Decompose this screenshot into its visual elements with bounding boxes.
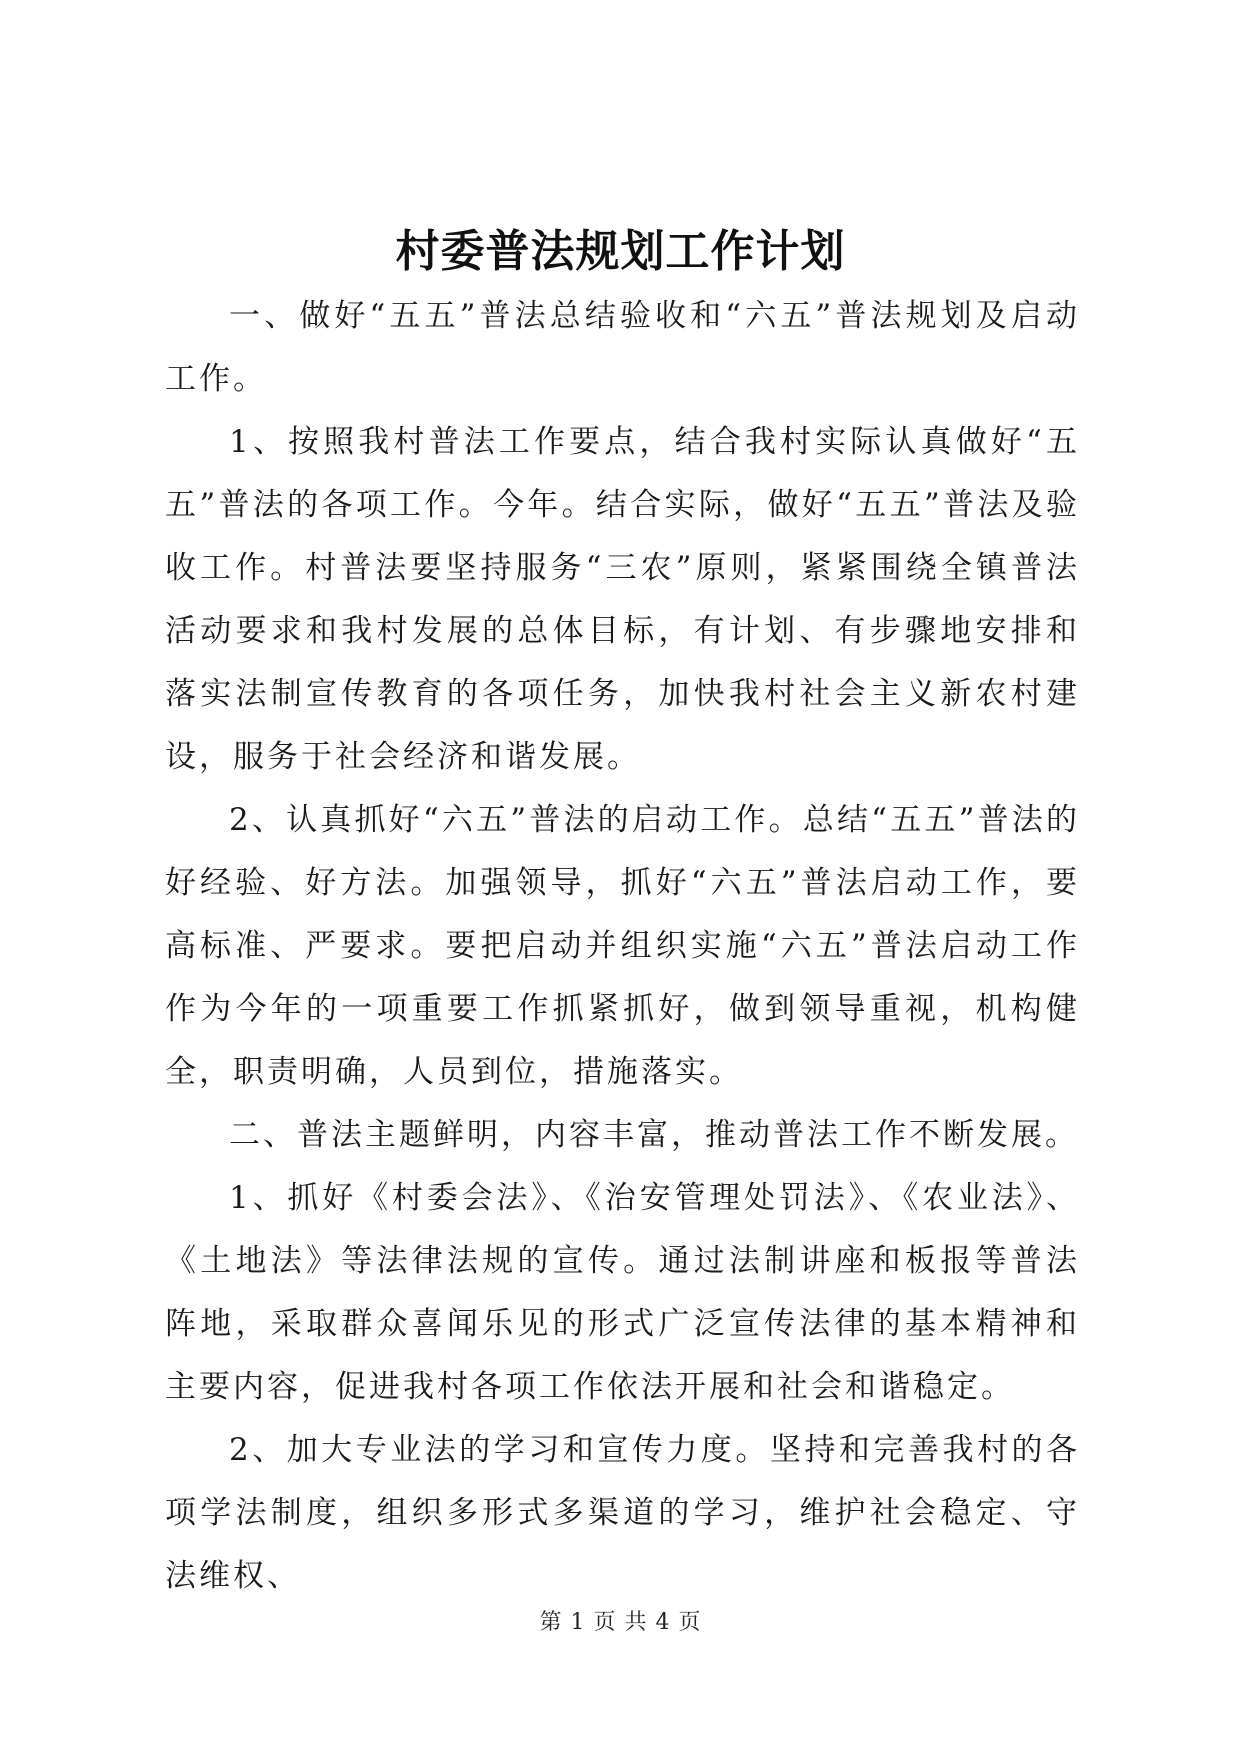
paragraph-section-2-item-2: 2、加大专业法的学习和宣传力度。坚持和完善我村的各项学法制度，组织多形式多渠道的学习，维护社会稳定、守法维权、: [165, 1432, 1080, 1594]
paragraph-section-2-item-1: 1、抓好《村委会法》、《治安管理处罚法》、《农业法》、《土地法》等法律法规的宣传。通过法制讲座和板报等普法阵地，采取群众喜闻乐见的形式广泛宣传法律的基本精神和主要内容，促进我村各项工作依法开展和社会和谐稳定。: [165, 1180, 1080, 1405]
page-footer: 第 1 页 共 4 页: [539, 1610, 702, 1635]
paragraph-section-2-heading: 二、普法主题鲜明，内容丰富，推动普法工作不断发展。: [229, 1117, 1079, 1153]
paragraph-section-1-item-1: 1、按照我村普法工作要点，结合我村实际认真做好“五五”普法的各项工作。今年。结合实际，做好“五五”普法及验收工作。村普法要坚持服务“三农”原则，紧紧围绕全镇普法活动要求和我村发展的总体目标，有计划、有步骤地安排和落实法制宣传教育的各项任务，加快我村社会主义新农村建设，服务于社会经济和谐发展。: [165, 424, 1080, 775]
paragraph-section-1-item-2: 2、认真抓好“六五”普法的启动工作。总结“五五”普法的好经验、好方法。加强领导，抓好“六五”普法启动工作，要高标准、严要求。要把启动并组织实施“六五”普法启动工作作为今年的一项重要工作抓紧抓好，做到领导重视，机构健全，职责明确，人员到位，措施落实。: [165, 802, 1080, 1090]
document-title: 村委普法规划工作计划: [395, 226, 846, 277]
paragraph-section-1-heading: 一、做好“五五”普法总结验收和“六五”普法规划及启动工作。: [165, 298, 1080, 397]
document-body: [165, 285, 1080, 1608]
